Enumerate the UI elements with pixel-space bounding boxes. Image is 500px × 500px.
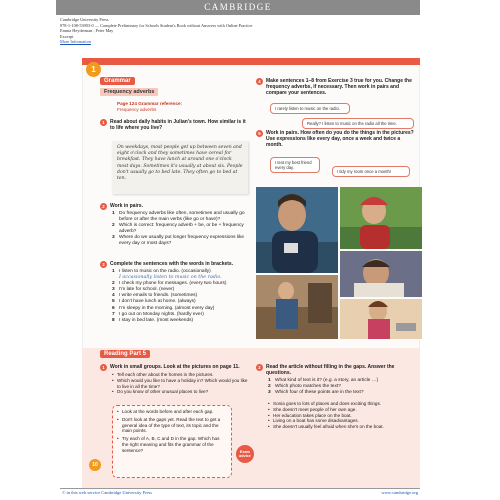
exercise-5-instruction: Work in pairs. How often do you do the things in the pictures? Use expressions like every day, once a week and twice a month.	[266, 130, 414, 149]
grammar-reference-topic: Frequency adverbs	[117, 106, 157, 112]
speech-bubble: I text my best friend every day.	[270, 157, 320, 173]
exercise-number: 2	[100, 203, 107, 210]
grammar-reference-page: Page 124 Grammar reference:	[117, 101, 183, 106]
list-item: 3 I'm late for school. (never)	[112, 287, 175, 293]
list-item: • Tell each other about the homes in the pictures.	[112, 372, 214, 377]
exercise-number: 5	[256, 130, 263, 137]
tip-item: • Look at the words before and after each gap.	[117, 409, 214, 414]
list-item: 2 I check my phone for messages. (every two hours)	[112, 281, 227, 287]
exercise-number: 1	[100, 119, 107, 126]
example-answer: I occasionally listen to music on the radio.	[119, 275, 222, 281]
list-item: 6 I'm sleepy in the morning. (almost every day)	[112, 305, 215, 311]
list-item: • Living on a boat has some disadvantages.	[268, 418, 359, 424]
unit-number-badge: 1	[86, 62, 101, 77]
list-item: 5 I don't have lunch at home. (always)	[112, 299, 196, 305]
list-item: 1 What kind of text is it? (e.g. a story, an article …)	[268, 378, 379, 383]
speech-bubble: Really? I listen to music on the radio all the time.	[302, 118, 414, 129]
reading-1-bullets	[112, 372, 248, 395]
list-item: • Sonia goes to lots of places and does exciting things.	[268, 401, 382, 406]
list-item: 4 I write emails to friends. (sometimes)	[112, 293, 198, 299]
meta-line: Cambridge University Press	[60, 17, 109, 22]
exercise-number: 3	[100, 261, 107, 268]
grammar-section-label: Grammar	[100, 77, 135, 85]
list-item: • She doesn't meet people of her own age.	[268, 406, 357, 412]
publisher-banner	[56, 0, 420, 15]
tip-item: • Don't look at the gaps yet. Read the text to get a general idea of the type of text, its topic and the main points.	[117, 416, 221, 434]
list-item: 8 I stay in bed late. (most weekends)	[112, 317, 194, 323]
tip-item: • Try each of A, B, C and D in the gap. Which has the right meaning and fits the grammar of the sentence?	[117, 436, 220, 453]
list-item: 2 Which photo matches the text?	[268, 384, 341, 390]
exercise-number: 2	[256, 364, 263, 371]
exercise-3-list	[112, 269, 252, 324]
page-number: 10	[89, 459, 101, 471]
exam-advice-badge: Exam advice	[236, 445, 254, 463]
list-item: 1 I listen to music on the radio. (occasionally)	[112, 269, 211, 274]
list-item: 3 Which four of these points are in the text?	[268, 390, 364, 396]
more-information-link[interactable]: More Information	[60, 39, 91, 45]
speech-bubble: I tidy my room once a month!	[332, 166, 410, 177]
photo-collage-image	[256, 187, 422, 339]
list-item: 2 Which is correct: frequency adverb + be, or be + frequency adverb?	[112, 223, 244, 235]
list-item: • She doesn't usually feel afraid when she's on the boat.	[268, 424, 384, 430]
meta-line: Emma Heyderman , Peter May	[60, 28, 114, 34]
exercise-3-instruction: Complete the sentences with the words in brackets.	[110, 261, 234, 267]
exercise-number: 1	[100, 364, 107, 371]
handwritten-note: On weekdays, most people get up between seven and eight o'clock and they sometimes have cereal for breakfast. They have lunch at around one o'clock most days. Sometimes it's usually at about six. People don't usually go to bed late. They often go to bed at ten.	[112, 141, 248, 194]
list-item: 1 Do frequency adverbs like often, sometimes and usually go before or after the main verbs (like go or have)?	[112, 211, 245, 223]
footer-divider	[60, 488, 420, 489]
book-metadata	[60, 17, 420, 45]
grammar-reference	[117, 101, 182, 112]
activity-photo-collage	[256, 187, 422, 339]
page-header-strip	[82, 58, 420, 65]
exercise-number: 4	[256, 78, 263, 85]
list-item: • Her education takes place on the boat.	[268, 412, 352, 418]
exercise-4-instruction: Make sentences 1–8 from Exercise 3 true for you. Change the frequency adverbs, if necessary. Then work in pairs and compare your sentences.	[266, 78, 412, 97]
publisher-logo: CAMBRIDGE	[204, 2, 272, 12]
copyright-notice: © in this web service Cambridge University Press	[62, 490, 153, 495]
exam-advice-box	[112, 405, 232, 478]
list-item: 3 Where do we usually put longer frequency expressions like every day or most days?	[112, 235, 245, 247]
reading-2-points	[268, 401, 418, 430]
reading-1-instruction: Work in small groups. Look at the pictures on page 11.	[110, 364, 240, 370]
reading-2-instruction: Read the article without filling in the gaps. Answer the questions.	[266, 364, 395, 377]
list-item: 7 I go out on Monday nights. (hardly ever)	[112, 311, 204, 317]
exercise-1-instruction: Read about daily habits in Julian's town. How similar is it to life where you live?	[110, 119, 246, 132]
exercise-2-list	[112, 211, 252, 248]
meta-line: 978-1-108-53903-0 — Complete Preliminary for Schools Student's Book without Answers with Online Practice	[60, 22, 253, 28]
reading-section-label: Reading Part 5	[100, 350, 150, 358]
reading-2-questions	[268, 378, 416, 396]
website-link[interactable]: www.cambridge.org	[381, 490, 418, 495]
list-item: • Which would you like to have a holiday in? Which would you like to live in all the time?	[112, 377, 248, 389]
speech-bubble: I rarely listen to music on the radio.	[270, 103, 350, 114]
grammar-topic-label: Frequency adverbs	[100, 88, 158, 96]
exercise-2-instruction: Work in pairs.	[110, 203, 143, 209]
meta-line: Excerpt	[60, 33, 74, 39]
list-item: • Do you know of other unusual places to live?	[112, 389, 209, 395]
